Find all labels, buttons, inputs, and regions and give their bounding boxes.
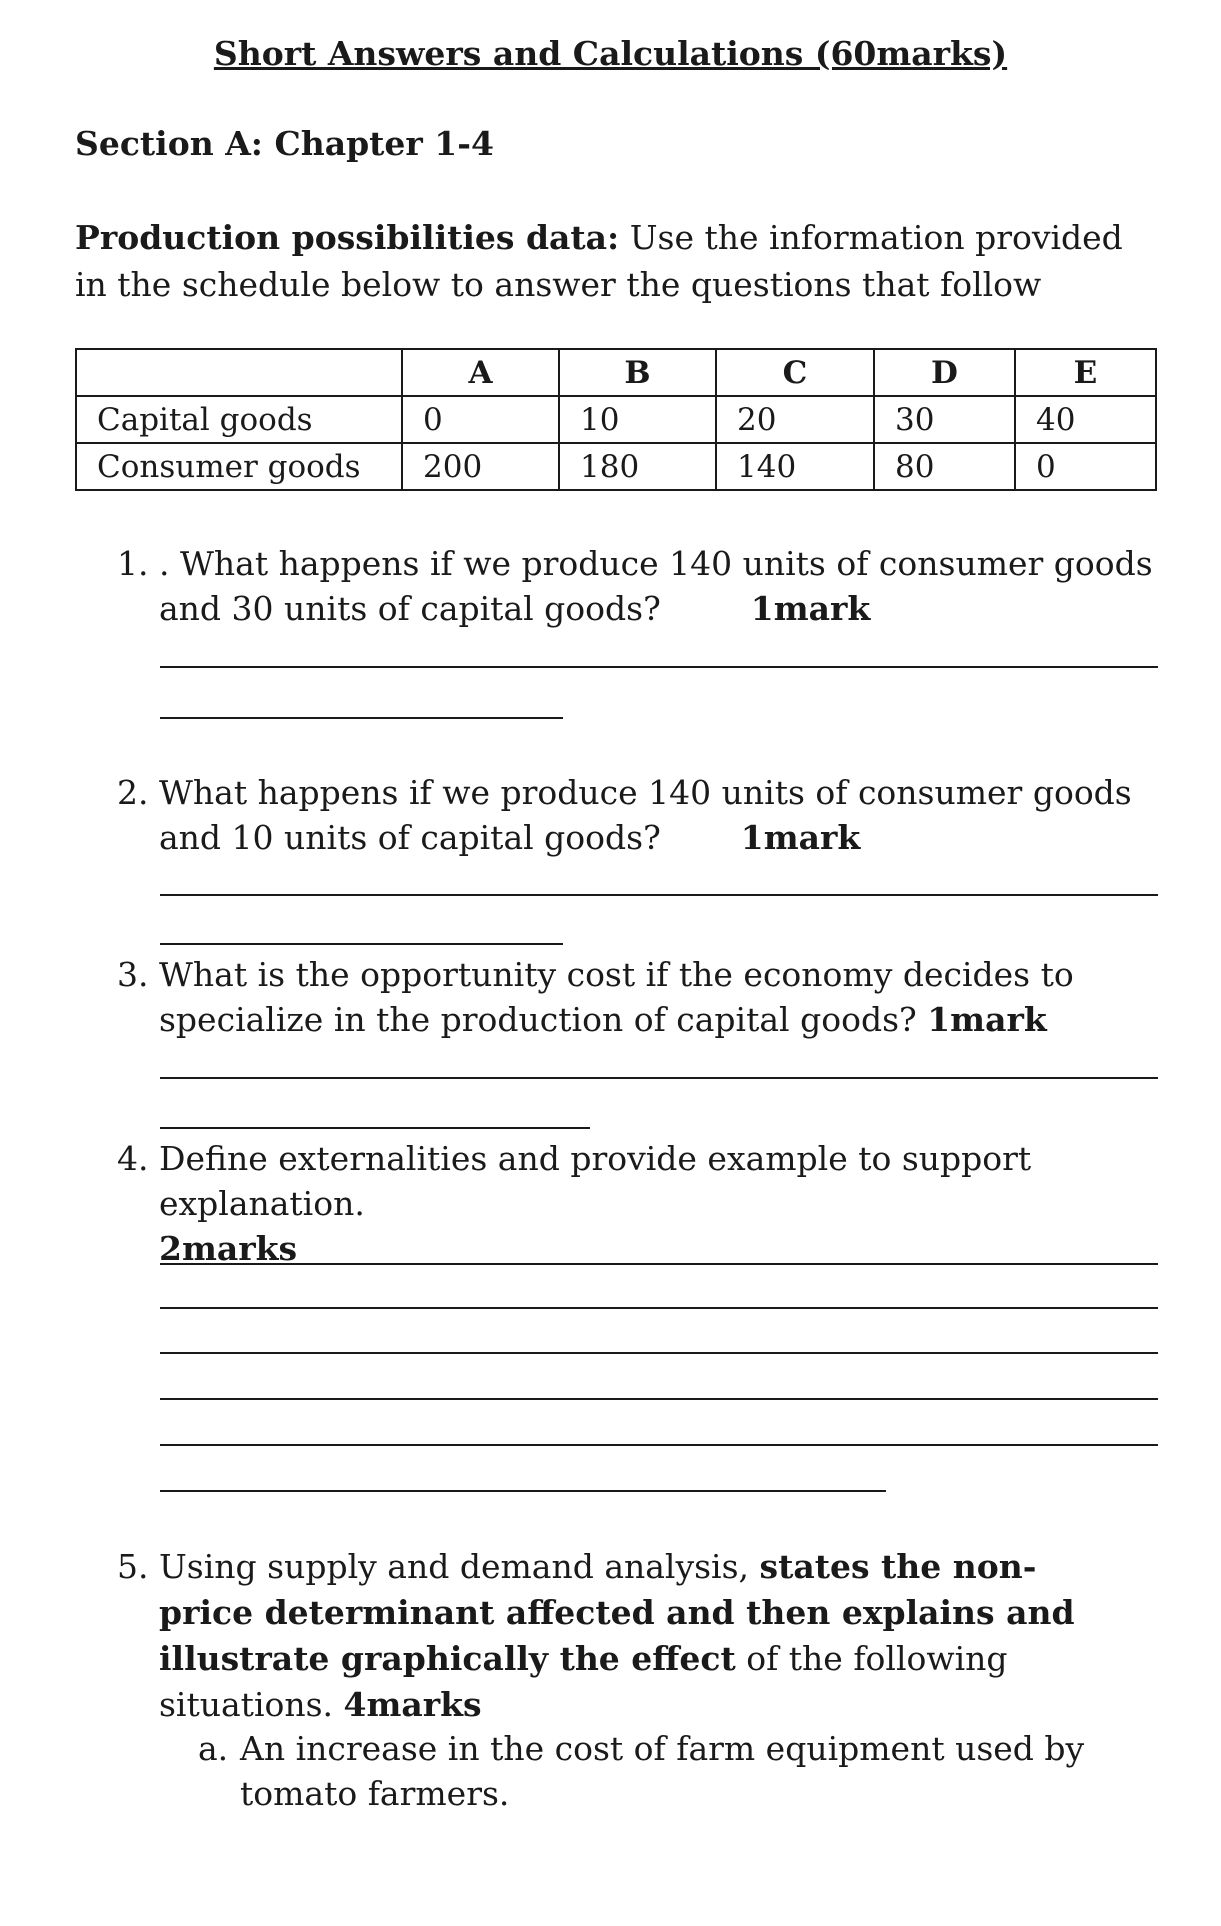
question-text: . What happens if we produce 140 units of consumer goods and 30 units of capital goods? [159,544,1153,628]
table-cell: 0 [402,396,559,443]
question-mark: 1mark [927,1000,1047,1039]
answer-line[interactable] [160,1263,1158,1265]
answer-line[interactable] [160,1352,1158,1354]
question-text: What is the opportunity cost if the economy decides to specialize in the production of capital goods? [159,955,1074,1039]
section-heading: Section A: Chapter 1-4 [75,124,494,163]
question-3 [117,952,1162,1042]
answer-line[interactable] [160,1077,1158,1079]
answer-line[interactable] [160,717,563,719]
question-number: 3. [117,955,149,994]
question-number: 2. [117,773,149,812]
table-cell: 10 [559,396,716,443]
question-number: 4. [117,1139,149,1178]
answer-line[interactable] [160,1398,1158,1400]
table-cell: 20 [716,396,874,443]
answer-line[interactable] [160,943,563,945]
question-mark: 1mark [740,818,861,857]
table-row-label: Capital goods [76,396,402,443]
instructions [75,214,1155,308]
table-row [76,396,1156,443]
answer-line[interactable] [160,1444,1158,1446]
answer-line[interactable] [160,1307,1158,1309]
table-header-cell: C [716,349,874,396]
question-2 [117,770,1162,860]
sub-question-letter: a. [198,1729,229,1768]
sub-question-text: An increase in the cost of farm equipment used by tomato farmers. [240,1729,1085,1813]
table-header-cell: E [1015,349,1156,396]
question-text: Using supply and demand analysis, [159,1547,760,1586]
question-4 [117,1136,1177,1271]
question-number: 1. [117,544,149,583]
answer-line[interactable] [160,1127,590,1129]
table-cell: 40 [1015,396,1156,443]
table-header-cell: A [402,349,559,396]
question-text: Define externalities and provide example to support explanation. [159,1139,1032,1223]
table-cell: 140 [716,443,874,490]
table-row [76,443,1156,490]
production-possibilities-table [75,348,1157,491]
table-cell: 200 [402,443,559,490]
table-header-cell: B [559,349,716,396]
instructions-lead: Production possibilities data: [75,218,620,257]
question-text: of the following situations. [159,1639,1008,1724]
table-header-cell: D [874,349,1015,396]
question-5 [117,1544,1117,1728]
table-cell: 30 [874,396,1015,443]
question-text: What happens if we produce 140 units of consumer goods and 10 units of capital goods? [159,773,1132,857]
question-mark: 2marks [159,1229,298,1268]
question-mark: 1mark [750,589,871,628]
table-cell: 80 [874,443,1015,490]
question-text-emphasis: states the non-price determinant affected and then explains and illustrate graphically the effect [159,1547,1075,1678]
table-row-label: Consumer goods [76,443,402,490]
answer-line[interactable] [160,666,1158,668]
sub-question-a [198,1726,1158,1816]
table-cell: 180 [559,443,716,490]
answer-line[interactable] [160,1490,886,1492]
table-cell: 0 [1015,443,1156,490]
question-1 [117,541,1162,631]
answer-line[interactable] [160,894,1158,896]
table-header-cell [76,349,402,396]
page-title: Short Answers and Calculations (60marks) [213,34,1008,73]
instructions-text: Use the information provided in the schedule below to answer the questions that follow [75,218,1123,304]
question-mark: 4marks [343,1685,482,1724]
question-number: 5. [117,1547,149,1586]
table-header-row [76,349,1156,396]
